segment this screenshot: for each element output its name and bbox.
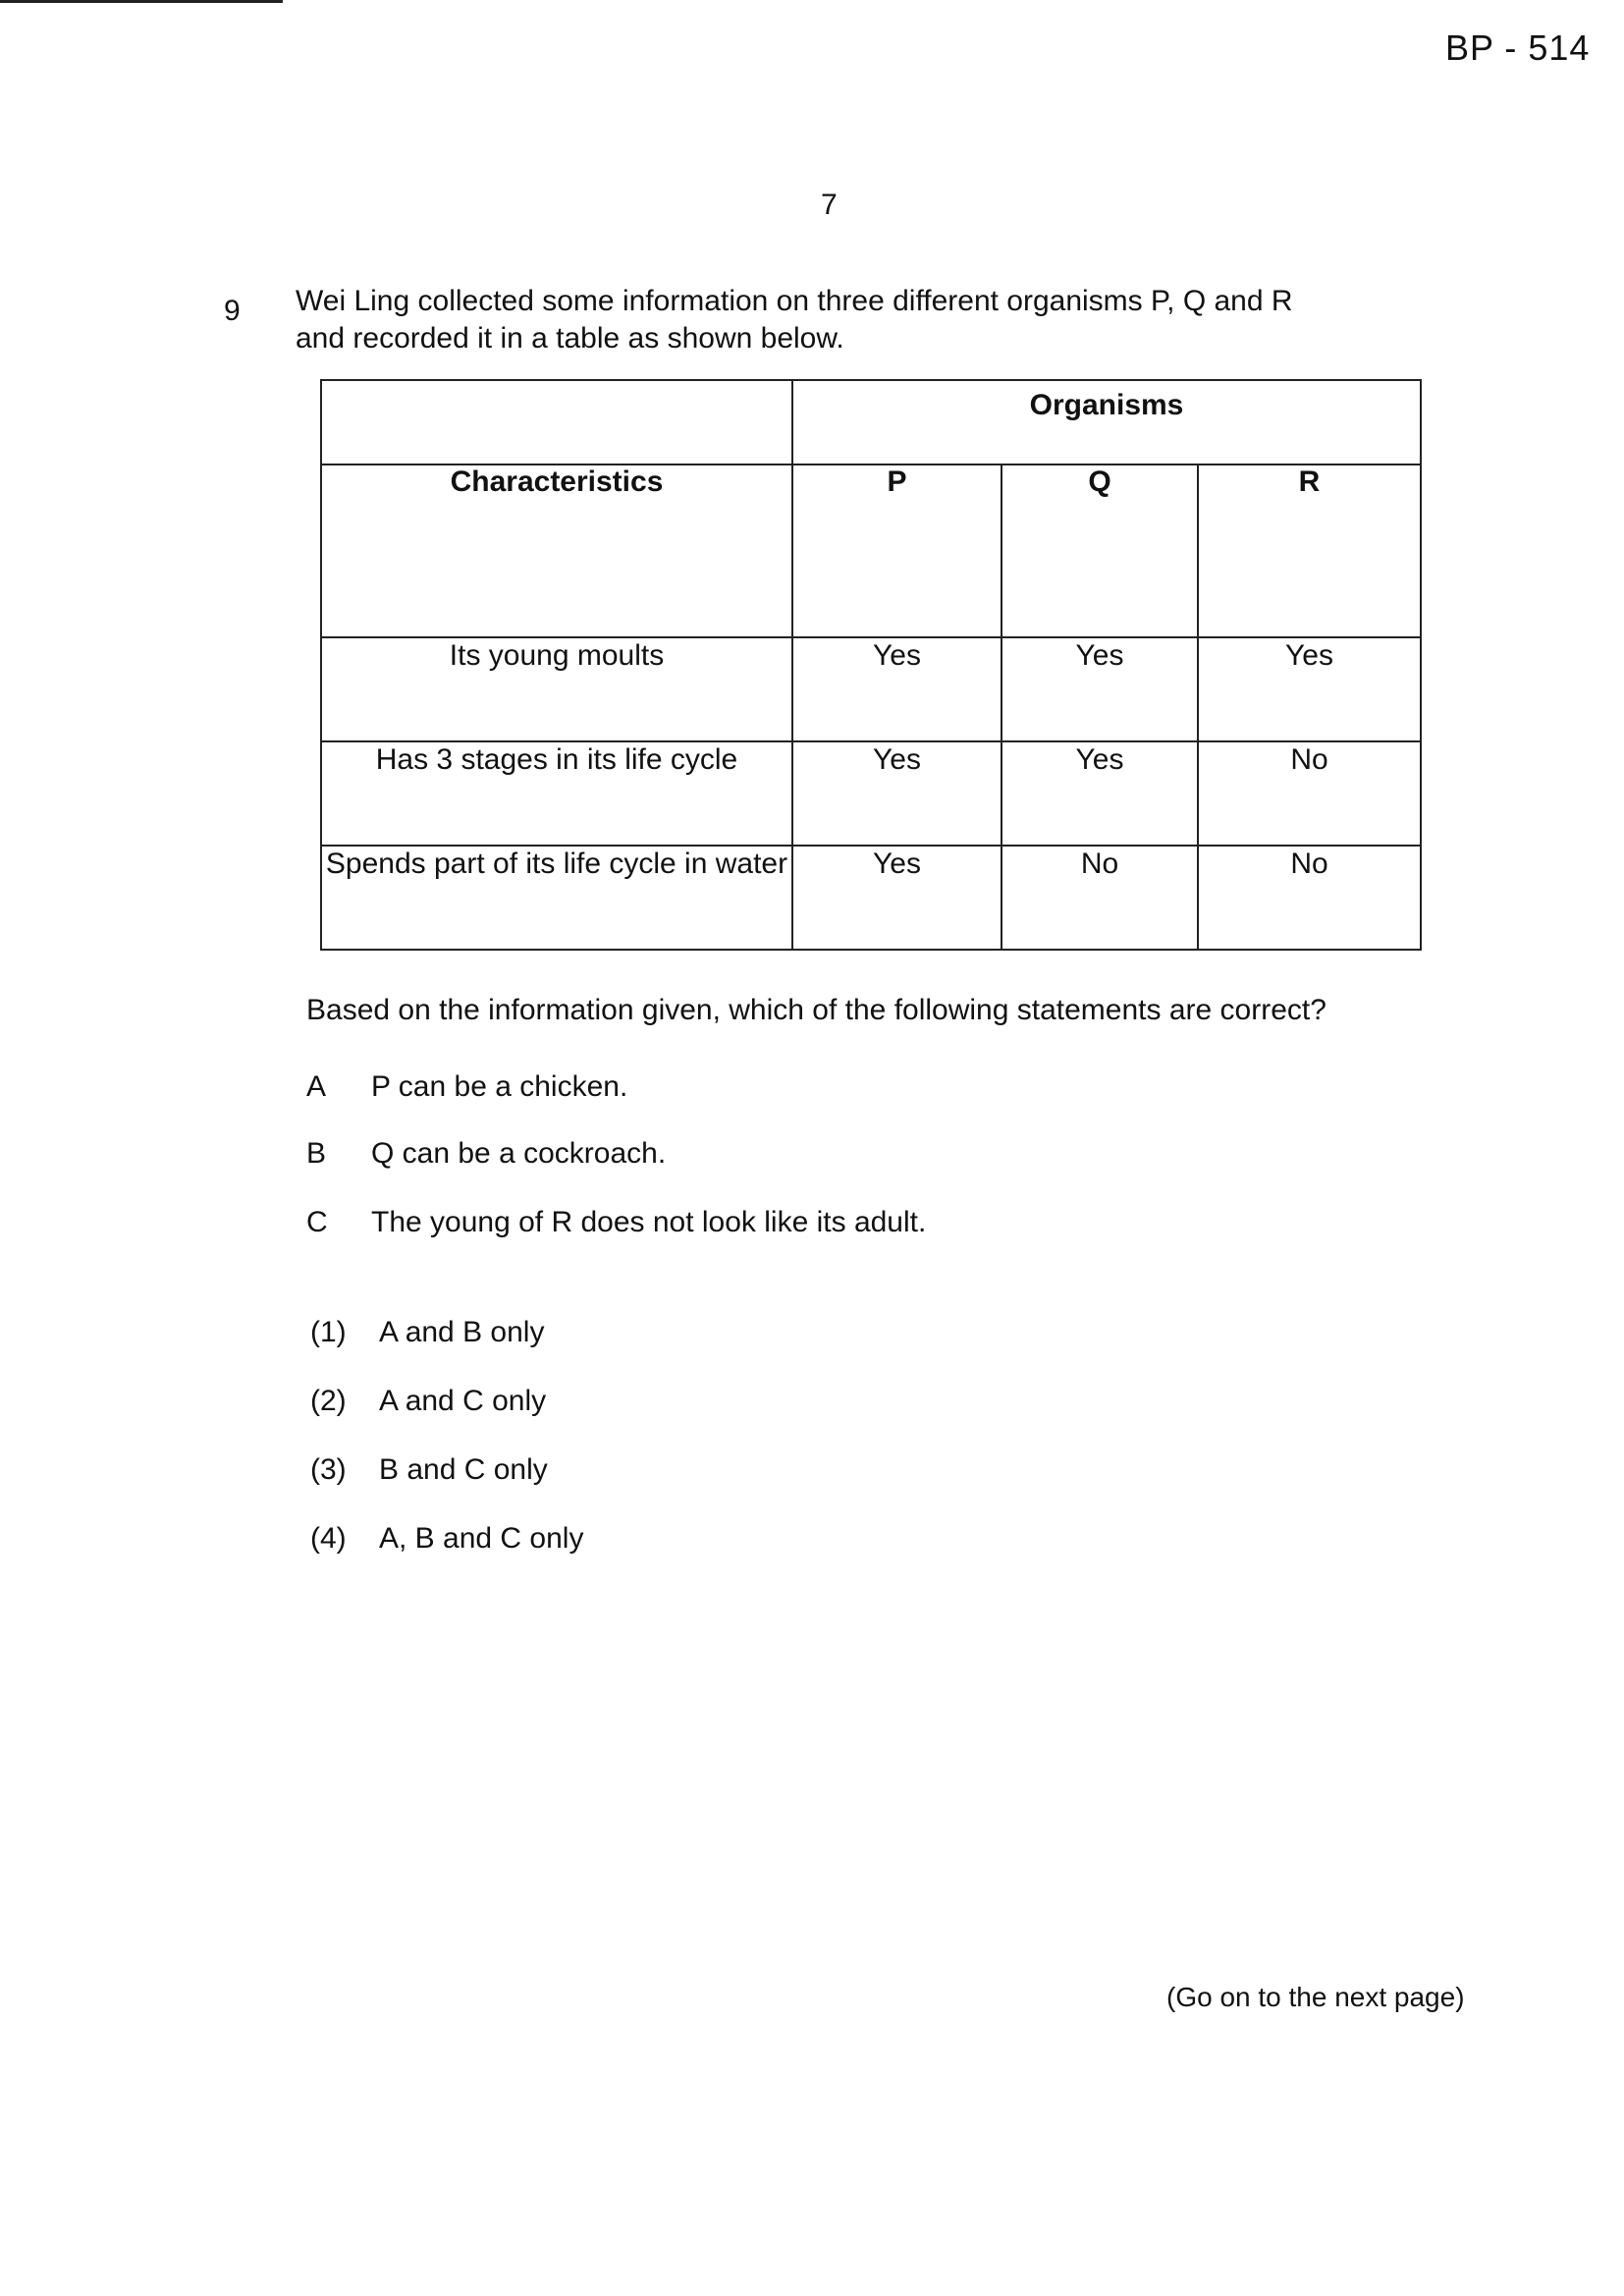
option-number: (2) — [310, 1385, 347, 1417]
question-number: 9 — [224, 295, 241, 327]
table-row — [321, 637, 1421, 741]
statement-c — [306, 1206, 926, 1239]
column-header-p: P — [792, 465, 1001, 637]
characteristic-cell: Its young moults — [321, 637, 792, 741]
table-header-row — [321, 380, 1421, 465]
value-cell: Yes — [1001, 741, 1198, 846]
option-number: (1) — [310, 1316, 347, 1348]
question-text — [296, 283, 1395, 357]
answer-option-3[interactable] — [310, 1453, 548, 1487]
characteristics-header: Characteristics — [321, 465, 792, 637]
option-text: A and C only — [379, 1385, 547, 1417]
statement-letter: C — [306, 1206, 328, 1238]
value-cell: No — [1198, 741, 1421, 846]
value-cell: Yes — [792, 637, 1001, 741]
answer-option-1[interactable] — [310, 1316, 544, 1349]
paper-code: BP - 514 — [1445, 27, 1591, 68]
value-cell: No — [1198, 846, 1421, 950]
table-subheader-row — [321, 465, 1421, 637]
statement-text: P can be a chicken. — [371, 1070, 628, 1103]
column-header-r: R — [1198, 465, 1421, 637]
statement-b — [306, 1137, 666, 1171]
answer-option-2[interactable] — [310, 1385, 546, 1418]
table-row — [321, 846, 1421, 950]
statement-text: The young of R does not look like its adult. — [371, 1206, 927, 1238]
table-row — [321, 741, 1421, 846]
page-number: 7 — [821, 189, 838, 221]
characteristic-cell: Has 3 stages in its life cycle — [321, 741, 792, 846]
question-prompt: Based on the information given, which of the following statements are correct? — [306, 994, 1326, 1026]
value-cell: Yes — [1001, 637, 1198, 741]
value-cell: Yes — [1198, 637, 1421, 741]
statement-letter: B — [306, 1137, 327, 1170]
question-text-line1: Wei Ling collected some information on three different organisms P, Q and R — [296, 285, 1293, 317]
value-cell: No — [1001, 846, 1198, 950]
statement-text: Q can be a cockroach. — [371, 1137, 667, 1170]
question-text-line2: and recorded it in a table as shown below. — [296, 322, 844, 355]
answer-option-4[interactable] — [310, 1522, 583, 1556]
statement-a — [306, 1070, 627, 1104]
table-empty-cell — [321, 380, 792, 465]
characteristic-cell: Spends part of its life cycle in water — [321, 846, 792, 950]
option-number: (3) — [310, 1453, 347, 1486]
option-text: A and B only — [379, 1316, 545, 1348]
organism-table — [320, 379, 1422, 951]
value-cell: Yes — [792, 846, 1001, 950]
option-number: (4) — [310, 1522, 347, 1555]
value-cell: Yes — [792, 741, 1001, 846]
column-header-q: Q — [1001, 465, 1198, 637]
option-text: A, B and C only — [379, 1522, 584, 1555]
option-text: B and C only — [379, 1453, 548, 1486]
next-page-note: (Go on to the next page) — [1166, 1982, 1465, 2012]
organisms-header: Organisms — [792, 380, 1421, 465]
top-rule — [0, 0, 283, 3]
statement-letter: A — [306, 1070, 327, 1103]
